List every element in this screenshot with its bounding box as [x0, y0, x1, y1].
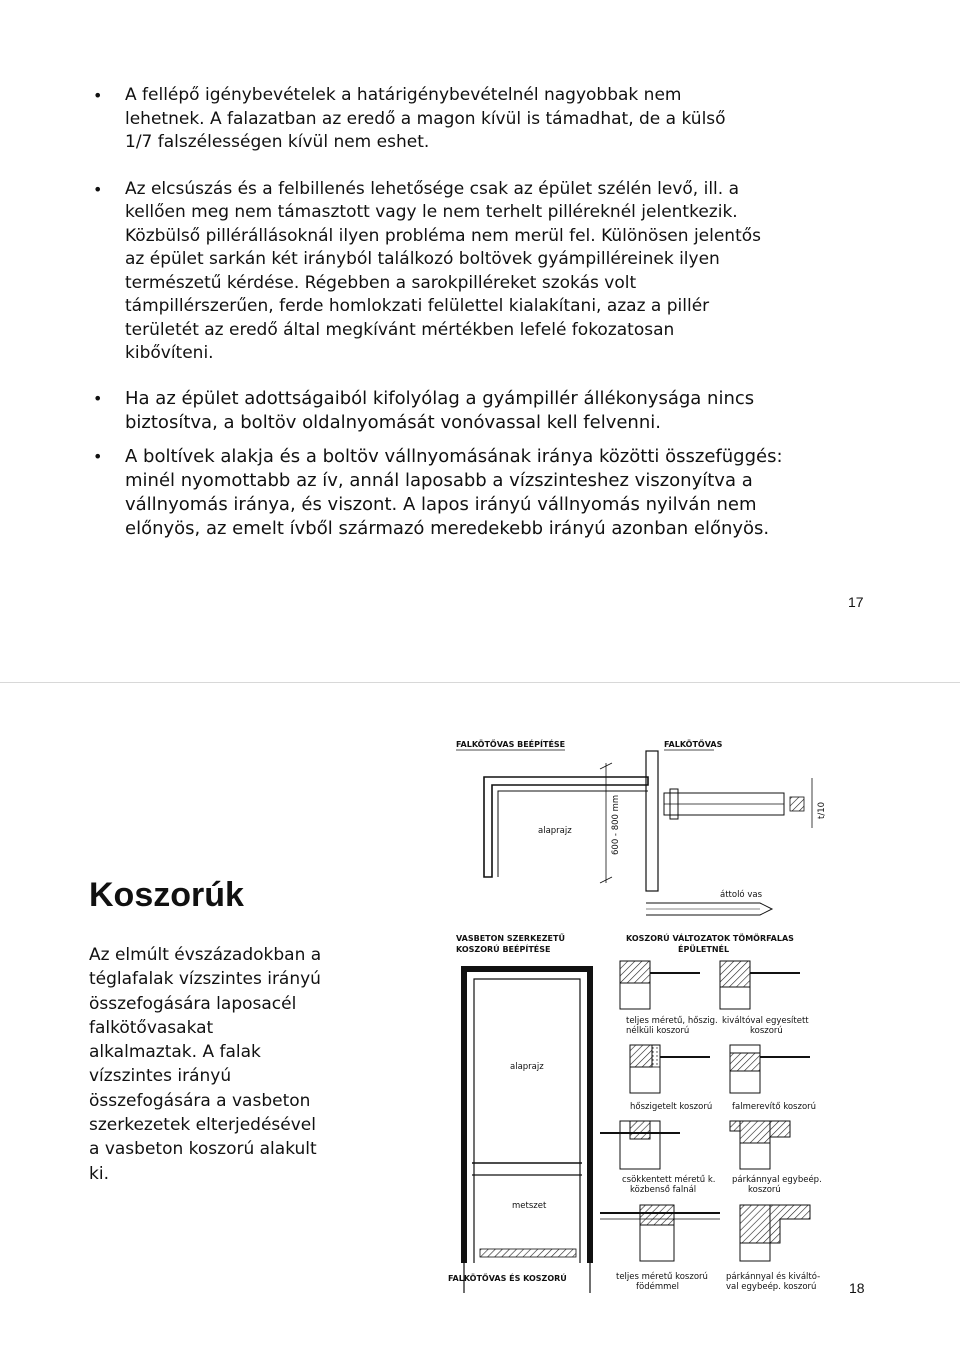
body-line: szerkezetek elterjedésével — [89, 1115, 316, 1136]
bullet-line: kibővíteni. — [125, 343, 214, 363]
bullet-item — [93, 387, 823, 435]
label-variant-5a: csökkentett méretű k. — [622, 1175, 716, 1185]
bullet-line: 1/7 falszélességen kívül nem eshet. — [125, 132, 430, 152]
variant-2-section — [720, 961, 800, 1009]
footer-label-1b: födémmel — [636, 1282, 679, 1292]
label-alaprajz-2: alaprajz — [510, 1062, 544, 1072]
bullet-item — [93, 178, 823, 366]
body-line: összefogására laposacél — [89, 993, 297, 1014]
bullet-line: A boltívek alakja és a boltöv vállnyomásának iránya közötti összefüggés: — [125, 445, 783, 467]
body-line: vízszintes irányú — [89, 1066, 232, 1087]
label-metszet: metszet — [512, 1201, 547, 1211]
footer-label-2b: val egybeép. koszorú — [726, 1282, 817, 1292]
body-line: ki. — [89, 1163, 109, 1184]
footer-falkotovas-es-koszoru: FALKÖTŐVAS ÉS KOSZORÚ — [448, 1274, 567, 1283]
label-variant-6b: koszorú — [748, 1185, 781, 1195]
bullet-item — [93, 445, 823, 541]
bullet-line: területét az eredő által megkívánt mértékben lefelé fokozatosan — [125, 319, 675, 340]
label-variant-1b: nélküli koszorú — [626, 1026, 690, 1036]
variant-3-section — [630, 1045, 710, 1093]
bullet-line: vállnyomás iránya, és viszont. A lapos irányú vállnyomás nyilván nem — [125, 493, 757, 515]
label-fraction: t/10 — [817, 801, 827, 819]
bullet-line: az épület sarkán két irányból találkozó boltövek gyámpilléreinek ilyen — [125, 249, 720, 269]
page-number: 17 — [848, 594, 864, 610]
body-line: alkalmaztak. A falak — [89, 1042, 261, 1063]
variant-7-section — [600, 1205, 720, 1261]
body-line: téglafalak vízszintes irányú — [89, 969, 321, 990]
bullet-line: Közbülső pillérállásoknál ilyen probléma nem merül fel. Különösen jelentős — [125, 225, 762, 246]
bullet-line: természetű kérdése. Régebben a sarokpilléreket szokás volt — [125, 272, 637, 293]
bullet-list — [93, 84, 823, 541]
heading-vasbeton-2: KOSZORÚ BEÉPÍTÉSE — [456, 945, 551, 954]
bullet-symbol: • — [93, 86, 103, 105]
variant-8-section — [740, 1205, 810, 1261]
label-variant-2a: kiváltóval egyesített — [722, 1016, 809, 1026]
bullet-symbol: • — [93, 388, 103, 408]
page-number: 18 — [849, 1280, 865, 1296]
body-line: összefogására a vasbeton — [89, 1090, 311, 1111]
label-variant-2b: koszorú — [750, 1026, 783, 1036]
slide-17 — [0, 0, 960, 683]
heading-falkotovas: FALKÖTŐVAS — [664, 740, 723, 749]
bullet-symbol: • — [93, 446, 103, 466]
slide-title: Koszorúk — [89, 876, 244, 914]
variant-5-section — [600, 1121, 680, 1169]
label-attolo-vas: áttoló vas — [720, 890, 763, 900]
footer-label-1a: teljes méretű koszorú — [616, 1272, 708, 1282]
variant-4-section — [730, 1045, 810, 1093]
label-variant-4: falmerevítő koszorú — [732, 1102, 817, 1112]
label-variant-3: hőszigetelt koszorú — [630, 1102, 713, 1112]
heading-falkotovas-beepitese: FALKÖTŐVAS BEÉPÍTÉSE — [456, 740, 566, 749]
bullet-line: kellően meg nem támasztott vagy le nem terhelt pilléreknél jelentkezik. — [125, 202, 738, 222]
heading-koszoru-2: ÉPÜLETNÉL — [678, 945, 730, 954]
bullet-line: minél nyomottabb az ív, annál laposabb a vízszinteshez viszonyítva a — [125, 469, 753, 491]
label-variant-5b: közbenső falnál — [630, 1185, 697, 1195]
bullet-line: Az elcsúszás és a felbillenés lehetősége csak az épület szélén levő, ill. a — [125, 178, 739, 199]
bullet-line: Ha az épület adottságaiból kifolyólag a gyámpillér állékonysága nincs — [125, 387, 755, 409]
label-variant-1a: teljes méretű, hőszig. — [626, 1016, 718, 1026]
bullet-line: előnyös, az emelt ívből származó meredekebb irányú azonban előnyös. — [125, 517, 770, 539]
footer-label-2a: párkánnyal és kiváltó- — [726, 1272, 821, 1282]
variant-6-section — [730, 1121, 790, 1169]
variant-1-section — [620, 961, 700, 1009]
bullet-line: lehetnek. A falazatban az eredő a magon kívül is támadhat, de a külső — [125, 108, 726, 129]
body-line: a vasbeton koszorú alakult — [89, 1139, 317, 1160]
bullet-line: A fellépő igénybevételek a határigénybevételnél nagyobbak nem — [125, 85, 682, 105]
bullet-line: támpillérszerűen, ferde homlokzati felülettel kialakítani, azaz a pillér — [125, 296, 710, 316]
bullet-symbol: • — [93, 179, 103, 199]
heading-koszoru-1: KOSZORÚ VÁLTOZATOK TÖMÖRFALAS — [626, 934, 794, 943]
body-line: falkötővasakat — [89, 1017, 214, 1038]
technical-drawing — [420, 723, 840, 1303]
label-variant-6a: párkánnyal egybeép. — [732, 1175, 822, 1185]
slide-18 — [0, 683, 960, 1367]
plan-ring-beam — [464, 969, 590, 1293]
body-line: Az elmúlt évszázadokban a — [89, 945, 322, 965]
label-alaprajz-1: alaprajz — [538, 826, 572, 836]
label-dimension: 600 - 800 mm — [611, 794, 621, 855]
body-text — [89, 943, 389, 1186]
bullet-item — [93, 84, 823, 155]
heading-vasbeton-1: VASBETON SZERKEZETŰ — [456, 934, 565, 943]
bullet-line: biztosítva, a boltöv oldalnyomását vonóvassal kell felvenni. — [125, 411, 661, 433]
